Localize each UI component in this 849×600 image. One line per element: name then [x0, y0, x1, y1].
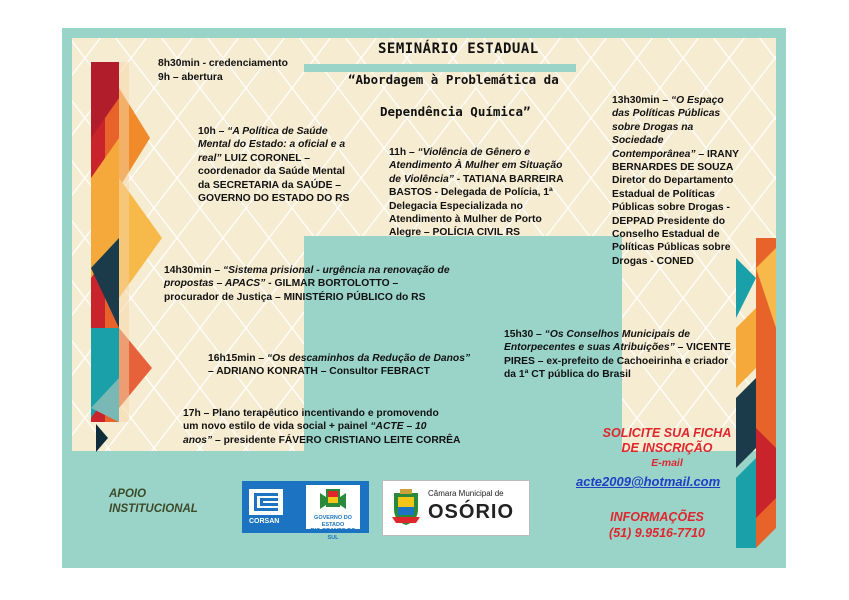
- support-label-line2: INSTITUCIONAL: [109, 503, 198, 515]
- signup-line1: SOLICITE SUA FICHA: [602, 426, 732, 440]
- session-15h30-time: 15h30 –: [504, 329, 542, 340]
- session-13h30-time: 13h30min –: [612, 95, 669, 106]
- info-label: INFORMAÇÕES: [610, 510, 704, 524]
- session-15h30: [504, 328, 736, 382]
- corsan-label: CORSAN: [249, 518, 280, 525]
- credenciamento-text: 8h30min - credenciamento: [158, 58, 288, 69]
- session-11h-speaker: - TATIANA BARREIRA BASTOS - Delegada de Polícia, 1ª Delegacia Especializada no Atendimento à Mulher de Porto Alegre – POLÍCIA CIVIL RS: [389, 173, 564, 239]
- camara-osorio-logo: [382, 480, 530, 536]
- osorio-label: OSÓRIO: [428, 501, 515, 523]
- osorio-crest-icon: [388, 487, 424, 527]
- session-11h-time: 11h –: [389, 147, 415, 158]
- session-16h15-topic: “Os descaminhos da Redução de Danos”: [266, 353, 471, 364]
- session-16h15-time: 16h15min –: [208, 353, 265, 364]
- seminar-subtitle-line1: “Abordagem à Problemática da: [348, 72, 559, 87]
- session-14h30: [164, 264, 454, 304]
- seminar-title: SEMINÁRIO ESTADUAL: [378, 41, 539, 57]
- session-11h-topic: “Violência de Gênero e Atendimento À Mulher em Situação de Violência”: [389, 147, 563, 185]
- session-10h-time: 10h –: [198, 126, 225, 137]
- right-decor: [736, 238, 776, 548]
- gov-label-line2: RIO GRANDE DO SUL: [310, 528, 356, 541]
- session-10h: [198, 125, 358, 205]
- corsan-icon: [249, 489, 283, 515]
- session-13h30-speaker: – IRANY BERNARDES DE SOUZA Diretor do Departamento Estadual de Políticas Públicas sobre Drogas - DEPPAD Presidente do Conselho Estadual de Políticas Públicas sobre Drogas - CONED: [612, 148, 739, 267]
- session-13h30: [612, 94, 742, 268]
- session-16h15: [208, 352, 478, 379]
- session-14h30-topic: “Sistema prisional - urgência na renovação de propostas – APACS”: [164, 265, 450, 290]
- rs-coat-of-arms-icon: [306, 485, 360, 515]
- camara-label: Câmara Municipal de: [428, 489, 504, 498]
- session-17h-line2b: “ACTE – 10: [370, 421, 427, 433]
- support-label-line1: APOIO: [109, 488, 147, 500]
- session-13h30-topic: “O Espaço das Políticas Públicas sobre Drogas na Sociedade Contemporânea”: [612, 95, 724, 160]
- session-10h-topic: “A Política de Saúde Mental do Estado: a oficial e a real”: [198, 126, 346, 164]
- phone-number: (51) 9.9516-7710: [609, 526, 705, 540]
- session-15h30-topic: “Os Conselhos Municipais de Entorpecentes e suas Atribuições”: [504, 329, 690, 354]
- session-14h30-speaker: - GILMAR BORTOLOTTO – procurador de Justiça – MINISTÉRIO PÚBLICO do RS: [164, 278, 426, 303]
- session-17h-line1: 17h – Plano terapêutico incentivando e promovendo: [183, 408, 439, 419]
- session-16h15-speaker: – ADRIANO KONRATH – Consultor FEBRACT: [208, 366, 430, 378]
- info-block: [592, 509, 722, 541]
- support-label: [109, 487, 198, 517]
- email-link[interactable]: acte2009@hotmail.com: [576, 474, 721, 489]
- session-17h-line2a: um novo estilo de vida social + painel: [183, 421, 371, 433]
- abertura-text: 9h – abertura: [158, 72, 223, 83]
- session-17h: [183, 407, 483, 447]
- signup-line2: DE INSCRIÇÃO: [621, 441, 713, 455]
- email-label: E-mail: [651, 457, 683, 469]
- partners-logo-corsan-gov: [242, 481, 369, 541]
- session-17h-line3a: anos”: [183, 434, 213, 446]
- gov-label-line1: GOVERNO DO ESTADO: [314, 515, 352, 528]
- session-15h30-speaker: – VICENTE PIRES – ex-prefeito de Cachoeirinha e criador da 1ª CT pública do Brasil: [504, 342, 731, 381]
- poster: [62, 28, 786, 568]
- session-14h30-time: 14h30min –: [164, 265, 221, 276]
- session-10h-speaker: LUIZ CORONEL – coordenador da Saúde Mental da SECRETARIA da SAÚDE – GOVERNO DO ESTADO DO RS: [198, 152, 350, 205]
- seminar-subtitle-line2: Dependência Química”: [380, 104, 531, 119]
- session-11h: [389, 146, 567, 240]
- gov-rs-logo: [306, 485, 360, 541]
- signup-block: [582, 426, 752, 471]
- session-17h-line3b: – presidente FÁVERO CRISTIANO LEITE CORRÊA: [212, 434, 461, 446]
